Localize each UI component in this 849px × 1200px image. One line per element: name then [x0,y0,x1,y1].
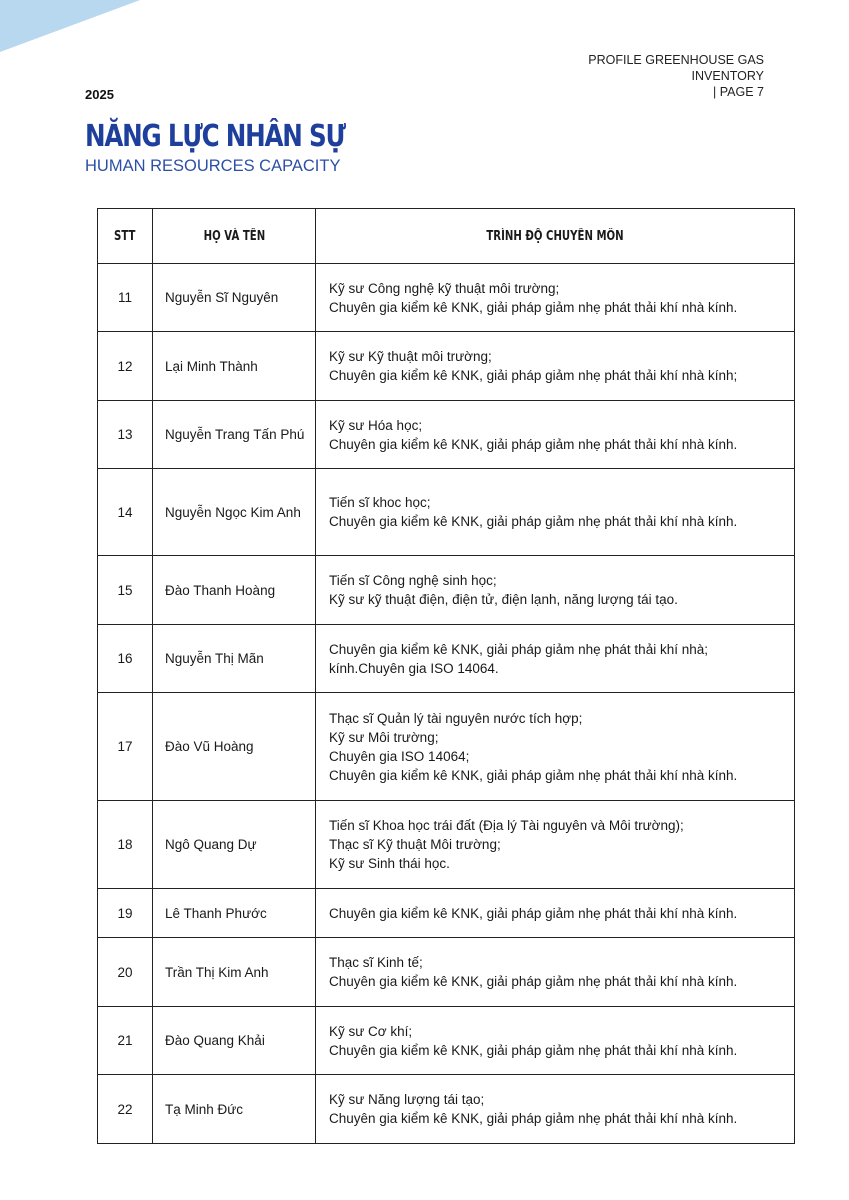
person-name: Đào Vũ Hoàng [153,693,316,801]
qualification-line: Chuyên gia kiểm kê KNK, giải pháp giảm nhẹ phát thải khí nhà kính. [329,905,738,921]
person-name: Nguyễn Sĩ Nguyên [153,264,316,332]
row-number: 18 [98,801,153,889]
section-subtitle: HUMAN RESOURCES CAPACITY [85,157,341,175]
qualification-cell [316,264,795,332]
table-row [98,625,795,693]
qualification-line: Chuyên gia kiểm kê KNK, giải pháp giảm nhẹ phát thải khí nhà kính. [329,1042,738,1058]
qualification-cell [316,469,795,556]
table-row [98,1007,795,1075]
person-name: Nguyễn Ngọc Kim Anh [153,469,316,556]
qualification-line: Thạc sĩ Quản lý tài nguyên nước tích hợp; [329,710,583,726]
qualification-cell [316,889,795,938]
qualification-line: Tiến sĩ Công nghệ sinh học; [329,573,497,588]
document-header [588,52,764,100]
table-row [98,938,795,1007]
qualification-cell [316,801,795,889]
row-number: 13 [98,401,153,469]
person-name: Lê Thanh Phước [153,889,316,938]
person-name: Đào Thanh Hoàng [153,556,316,625]
qualification-line: Chuyên gia kiểm kê KNK, giải pháp giảm nhẹ phát thải khí nhà kính. [329,974,738,989]
row-number: 15 [98,556,153,625]
column-header-stt: STT [98,209,153,264]
qualification-line: Kỹ sư Sinh thái học. [329,856,450,871]
corner-decoration [0,0,150,60]
row-number: 19 [98,889,153,938]
qualification-line: Kỹ sư Cơ khí; [329,1023,413,1039]
person-name: Lại Minh Thành [153,332,316,401]
row-number: 21 [98,1007,153,1075]
qualification-cell [316,625,795,693]
qualification-line: Kỹ sư Môi trường; [329,729,439,745]
qualification-line: Chuyên gia kiểm kê KNK, giải pháp giảm nhẹ phát thải khí nhà kính; [329,368,738,383]
qualification-cell [316,1075,795,1144]
table-header-row [98,209,795,264]
table-row [98,801,795,889]
qualification-line: Kỹ sư Kỹ thuật môi trường; [329,349,492,364]
qualification-line: Chuyên gia kiểm kê KNK, giải pháp giảm nhẹ phát thải khí nhà kính. [329,767,738,783]
qualification-cell [316,401,795,469]
qualification-line: Kỹ sư Công nghệ kỹ thuật môi trường; [329,280,560,296]
row-number: 12 [98,332,153,401]
person-name: Ngô Quang Dự [153,801,316,889]
row-number: 22 [98,1075,153,1144]
column-header-qualification: TRÌNH ĐỘ CHUYÊN MÔN [316,209,795,264]
table-row [98,693,795,801]
table-row [98,1075,795,1144]
column-header-name: HỌ VÀ TÊN [153,209,316,264]
person-name: Đào Quang Khải [153,1007,316,1075]
qualification-line: Kỹ sư Hóa học; [329,417,423,433]
page-number: | PAGE 7 [713,85,764,99]
qualification-cell [316,1007,795,1075]
row-number: 14 [98,469,153,556]
table-row [98,469,795,556]
qualification-line: Chuyên gia kiểm kê KNK, giải pháp giảm nhẹ phát thải khí nhà kính. [329,436,738,452]
qualification-cell [316,556,795,625]
qualification-cell [316,938,795,1007]
qualification-line: Thạc sĩ Kinh tế; [329,955,423,970]
document-title-line2: INVENTORY [691,69,764,83]
table-row [98,401,795,469]
qualification-line: Tiến sĩ khoc học; [329,495,431,510]
row-number: 16 [98,625,153,693]
qualification-line: Chuyên gia ISO 14064; [329,748,470,764]
qualification-line: Chuyên gia kiểm kê KNK, giải pháp giảm nhẹ phát thải khí nhà; [329,641,708,657]
person-name: Nguyễn Thị Mãn [153,625,316,693]
table-row [98,889,795,938]
qualification-line: Chuyên gia kiểm kê KNK, giải pháp giảm nhẹ phát thải khí nhà kính. [329,1111,738,1126]
year-label: 2025 [85,87,114,102]
person-name: Tạ Minh Đức [153,1075,316,1144]
qualification-cell [316,693,795,801]
qualification-line: Kỹ sư kỹ thuật điện, điện tử, điện lạnh, năng lượng tái tạo. [329,592,678,607]
row-number: 20 [98,938,153,1007]
document-title-line1: PROFILE GREENHOUSE GAS [588,53,764,67]
qualification-cell [316,332,795,401]
qualification-line: kính.Chuyên gia ISO 14064. [329,660,499,676]
person-name: Nguyễn Trang Tấn Phú [153,401,316,469]
qualification-line: Kỹ sư Năng lượng tái tạo; [329,1092,485,1107]
table-row [98,556,795,625]
qualification-line: Tiến sĩ Khoa học trái đất (Địa lý Tài nguyên và Môi trường); [329,818,684,833]
person-name: Trần Thị Kim Anh [153,938,316,1007]
table-row [98,332,795,401]
qualification-line: Thạc sĩ Kỹ thuật Môi trường; [329,837,501,852]
row-number: 11 [98,264,153,332]
section-title: NĂNG LỰC NHÂN SỰ [85,119,345,154]
qualification-line: Chuyên gia kiểm kê KNK, giải pháp giảm nhẹ phát thải khí nhà kính. [329,299,738,315]
row-number: 17 [98,693,153,801]
qualification-line: Chuyên gia kiểm kê KNK, giải pháp giảm nhẹ phát thải khí nhà kính. [329,514,738,529]
personnel-table [97,208,795,1144]
table-row [98,264,795,332]
